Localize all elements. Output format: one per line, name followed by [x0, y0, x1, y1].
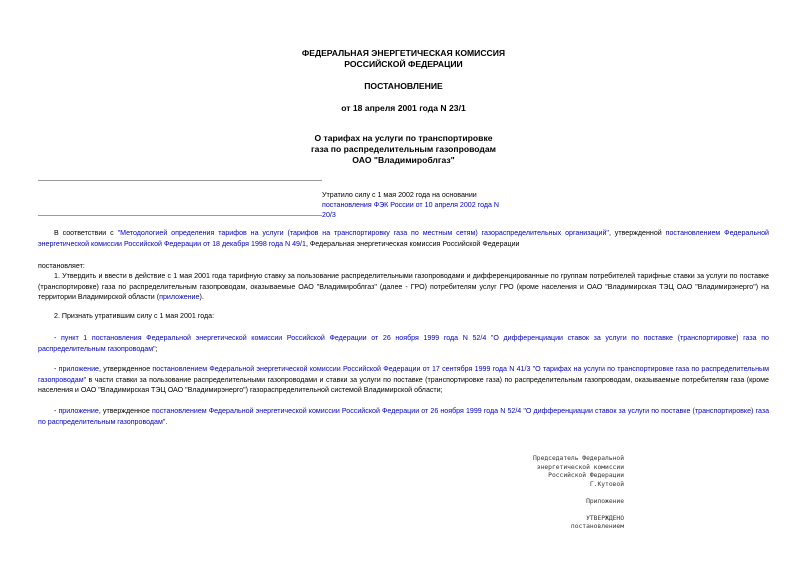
- subitem-1-paragraph: - пункт 1 постановления Федеральной энергетической комиссии Российской Федерации от 26 ноября 1999 года N 52/4 "О дифференциации ставок за услуги по поставке (транспортировке) газа по распределительным газопроводам";: [38, 334, 769, 353]
- signer-name: Г.Кутовой: [589, 480, 624, 488]
- commission-name-line1: ФЕДЕРАЛЬНАЯ ЭНЕРГЕТИЧЕСКАЯ КОМИССИЯ: [301, 48, 506, 58]
- signer-title-line3: Российской Федерации: [548, 472, 624, 480]
- item-2-paragraph: 2. Признать утратившим силу с 1 мая 2001 года:: [54, 312, 215, 320]
- document-title-line2: газа по распределительным газопроводам: [311, 144, 496, 154]
- signature-block: [500, 455, 624, 489]
- fek-decree-52-4-link[interactable]: постановлением Федеральной энергетической комиссии Российской Федерации от 26 ноября 1999 года N 52/4 "О дифференциации ставок за услуги по поставке (транспортировке) газа по распределительным газопроводам": [38, 407, 770, 426]
- appendix-41-3-link[interactable]: приложение: [58, 365, 99, 373]
- expiry-status-text: Утратило силу с 1 мая 2002 года на основании: [322, 191, 477, 199]
- preamble-paragraph: В соответствии с "Методологией определения тарифов на услуги (тарифов на транспортировку газа по местным сетям) газораспределительных организаций", утвержденной постановлением Федеральной энергетической комиссии Российской Федерации от 18 декабря 1998 года N 49/1, Федеральная энергетическая комиссия Российской Федерации: [38, 229, 770, 248]
- expiry-decree-link[interactable]: постановления ФЭК России от 10 апреля 2002 года N 20/3: [322, 201, 500, 219]
- fek-decree-49-1-link[interactable]: постановлением Федеральной энергетической комиссии Российской Федерации от 18 декабря 1998 года N 49/1: [38, 229, 770, 248]
- expiry-status-link[interactable]: [322, 200, 502, 220]
- appendix-heading: Приложение: [586, 498, 624, 505]
- commission-name-line2: РОССИЙСКОЙ ФЕДЕРАЦИИ: [344, 59, 463, 69]
- signer-title-line2: энергетической комиссии: [536, 463, 624, 471]
- subitem-3-paragraph: - приложение, утвержденное постановлением Федеральной энергетической комиссии Российской Федерации от 26 ноября 1999 года N 52/4 "О дифференциации ставок за услуги по поставке (транспортировке) газа по распределительным газопроводам".: [38, 407, 770, 426]
- subitem-2-paragraph: - приложение, утвержденное постановлением Федеральной энергетической комиссии Российской Федерации от 17 сентября 1999 года N 41/3 "О тарифах на услуги по транспортировке газа по распределительным газопроводам" в части ставки за пользование распределительными газопроводами и ставки за услуги по поставке (транспортировке газа) по распределительным газопроводам, оказываемые потребителям газа (кроме населения и ОАО "Владимирская ТЭЦ ОАО "Владимирэнерго") газораспределительной системой Владимирской области;: [38, 365, 770, 395]
- document-title-line3: ОАО "Владимироблгаз": [352, 155, 455, 165]
- approved-label: УТВЕРЖДЕНО: [586, 515, 624, 522]
- document-date-number: от 18 апреля 2001 года N 23/1: [341, 103, 466, 113]
- signer-title-line1: Председатель Федеральной: [533, 455, 624, 462]
- document-title-line1: О тарифах на услуги по транспортировке: [314, 133, 493, 143]
- fek-decree-41-3-link[interactable]: постановлением Федеральной энергетической комиссии Российской Федерации от 17 сентября 1999 года N 41/3 "О тарифах на услуги по транспортировке газа по распределительным газопроводам": [38, 365, 770, 384]
- divider-top: [38, 180, 322, 181]
- document-type: ПОСТАНОВЛЕНИЕ: [364, 81, 443, 91]
- appendix-52-4-link[interactable]: приложение: [58, 407, 99, 415]
- methodology-link[interactable]: "Методологией определения тарифов на услуги (тарифов на транспортировку газа по местным сетям) газораспределительных организаций": [117, 229, 609, 237]
- approved-by-decree-label: постановлением: [570, 523, 624, 530]
- fek-decree-52-4-point1-link[interactable]: пункт 1 постановления Федеральной энергетической комиссии Российской Федерации от 26 ноября 1999 года N 52/4 "О дифференциации ставок за услуги по поставке (транспортировке) газа по распределительным газопроводам": [38, 334, 769, 353]
- decree-word: постановляет:: [38, 262, 85, 270]
- appendix-link[interactable]: приложение: [159, 293, 200, 302]
- divider-bottom: [38, 215, 322, 216]
- item-1-paragraph: 1. Утвердить и ввести в действие с 1 мая 2001 года тарифную ставку за пользование распределительными газопроводами и дифференцированные по группам потребителей тарифные ставки за услуги по поставке (транспортировке) газа по распределительным газопроводам, оказываемые ОАО "Владимироблгаз" (далее - ГРО) потребителям услуг ГРО (кроме населения и ОАО "Владимирская ТЭЦ ОАО "Владимирэнерго") на территории Владимирской области (приложение).: [38, 272, 769, 302]
